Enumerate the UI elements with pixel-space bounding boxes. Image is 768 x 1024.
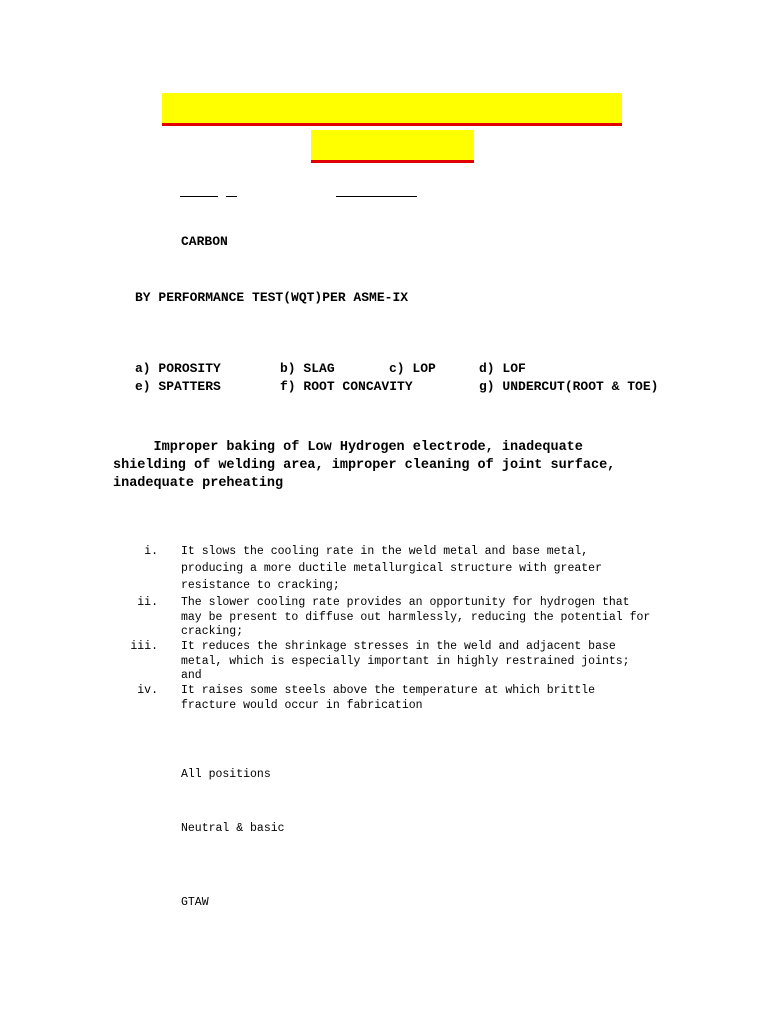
causes-paragraph-line-3: inadequate preheating bbox=[113, 476, 284, 491]
list-number: i. bbox=[144, 545, 158, 558]
causes-paragraph-line-2: shielding of welding area, improper cleaning of joint surface, bbox=[113, 458, 616, 473]
defect-item-c bbox=[389, 361, 436, 376]
blank-field-2 bbox=[226, 196, 237, 197]
list-number: iii. bbox=[130, 640, 158, 653]
causes-paragraph-line-1: Improper baking of Low Hydrogen electrode, inadequate bbox=[113, 440, 583, 455]
list-item-line: and bbox=[181, 669, 202, 683]
defect-item-g bbox=[479, 379, 658, 394]
defect-item-a bbox=[135, 361, 221, 376]
list-item-line: may be present to diffuse out harmlessly, reducing the potential for bbox=[181, 610, 651, 624]
flux-answer: Neutral & basic bbox=[181, 822, 285, 835]
defect-label: LOP bbox=[412, 361, 436, 376]
list-item-line: producing a more ductile metallurgical structure with greater bbox=[181, 562, 602, 575]
process-answer: GTAW bbox=[181, 896, 209, 909]
defect-letter: c) bbox=[389, 361, 405, 376]
list-item-line: fracture would occur in fabrication bbox=[181, 698, 423, 712]
carbon-answer: CARBON bbox=[181, 234, 228, 249]
defect-letter: f) bbox=[280, 379, 296, 394]
defect-letter: e) bbox=[135, 379, 151, 394]
defect-letter: a) bbox=[135, 361, 151, 376]
defect-label: SPATTERS bbox=[158, 379, 221, 394]
list-item-line: metal, which is especially important in highly restrained joints; bbox=[181, 654, 630, 668]
list-number: iv. bbox=[137, 684, 158, 697]
defect-item-d bbox=[479, 361, 526, 376]
defect-letter: d) bbox=[479, 361, 495, 376]
defect-label: LOF bbox=[502, 361, 526, 376]
defect-item-f bbox=[280, 379, 413, 394]
list-item-line: It raises some steels above the temperature at which brittle bbox=[181, 684, 596, 697]
list-number: ii. bbox=[137, 596, 158, 609]
blank-field-1 bbox=[180, 196, 218, 197]
blank-field-3 bbox=[336, 196, 417, 197]
defect-label: ROOT CONCAVITY bbox=[303, 379, 413, 394]
defect-letter: g) bbox=[479, 379, 495, 394]
defect-label: POROSITY bbox=[158, 361, 221, 376]
defect-item-b bbox=[280, 361, 335, 376]
subtitle-highlight-bar bbox=[311, 130, 474, 163]
title-highlight-bar bbox=[162, 93, 622, 126]
list-item-line: The slower cooling rate provides an opportunity for hydrogen that bbox=[181, 596, 630, 609]
defect-label: SLAG bbox=[303, 361, 335, 376]
list-item-line: It slows the cooling rate in the weld metal and base metal, bbox=[181, 545, 589, 558]
positions-answer: All positions bbox=[181, 768, 271, 781]
defect-item-e bbox=[135, 379, 221, 394]
list-item-line: resistance to cracking; bbox=[181, 579, 340, 592]
defect-label: UNDERCUT(ROOT & TOE) bbox=[502, 379, 659, 394]
defect-letter: b) bbox=[280, 361, 296, 376]
performance-test-line: BY PERFORMANCE TEST(WQT)PER ASME-IX bbox=[135, 290, 409, 305]
list-item-line: It reduces the shrinkage stresses in the weld and adjacent base bbox=[181, 640, 616, 653]
list-item-line: cracking; bbox=[181, 625, 244, 639]
